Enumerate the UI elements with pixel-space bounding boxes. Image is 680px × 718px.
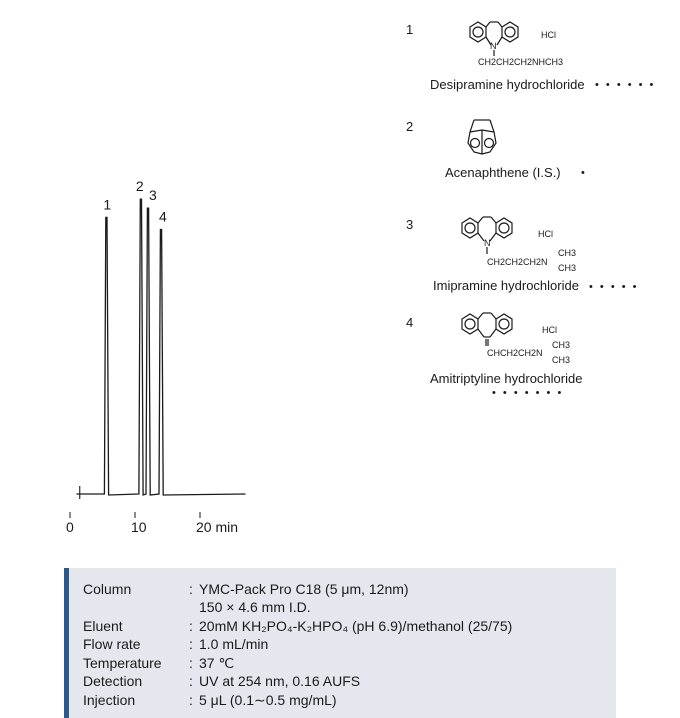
condition-value: UV at 254 nm, 0.16 AUFS: [199, 673, 361, 689]
condition-value: YMC-Pack Pro C18 (5 μm, 12nm): [199, 581, 409, 597]
condition-value: 1.0 mL/min: [199, 636, 269, 652]
compound-name: Acenaphthene (I.S.): [445, 165, 561, 180]
condition-key: Column: [83, 581, 132, 597]
condition-key: Detection: [83, 673, 143, 689]
conditions-panel: [64, 568, 616, 718]
peak-label: 3: [149, 187, 157, 204]
compound-dots: • • • • •: [589, 281, 639, 293]
compound-number: 1: [406, 22, 414, 37]
condition-colon: :: [189, 655, 193, 671]
side-chain: CH2CH2CH2N: [487, 257, 548, 267]
condition-value: 150 × 4.6 mm I.D.: [199, 599, 311, 615]
side-chain: CHCH2CH2N: [487, 348, 543, 358]
tick-label: 0: [66, 519, 74, 535]
condition-colon: :: [189, 692, 193, 708]
condition-colon: :: [189, 581, 193, 597]
condition-key: Flow rate: [83, 636, 141, 652]
compound-dots: •: [581, 167, 587, 179]
condition-value: 20mM KH₂PO₄-K₂HPO₄ (pH 6.9)/methanol (25/75): [199, 618, 513, 634]
compound-dots: • • • • • •: [595, 79, 656, 91]
amitriptyline-structure: [454, 310, 534, 350]
compound-name: Desipramine hydrochloride: [430, 77, 585, 92]
hcl-label: HCl: [541, 30, 556, 40]
nitrogen-atom: N: [484, 238, 491, 248]
condition-colon: :: [189, 673, 193, 689]
methyl-top: CH3: [558, 248, 577, 258]
methyl-bottom: CH3: [552, 355, 571, 365]
peak-labels: [103, 178, 167, 224]
chromatogram: [0, 0, 260, 540]
compound-number: 4: [406, 315, 414, 330]
hcl-label: HCl: [538, 229, 553, 239]
methyl-top: CH3: [552, 340, 571, 350]
condition-key: Eluent: [83, 618, 123, 634]
chromatogram-line: [77, 199, 246, 495]
compound-dots: • • • • • • •: [492, 387, 564, 399]
imipramine-structure: [454, 214, 534, 254]
compound-number: 2: [406, 119, 414, 134]
peak-label: 2: [135, 178, 144, 195]
chromatogram-trace: [77, 199, 246, 499]
methyl-bottom: CH3: [558, 263, 577, 273]
peak-label: 4: [159, 208, 167, 225]
side-chain: CH2CH2CH2NHCH3: [478, 57, 564, 67]
desipramine-structure: [458, 20, 538, 60]
peak-label: 1: [103, 196, 112, 213]
compound-name: Amitriptyline hydrochloride: [430, 371, 583, 386]
tick-label: 10: [131, 519, 147, 535]
condition-value: 5 μL (0.1∼0.5 mg/mL): [199, 692, 337, 708]
compound-number: 3: [406, 217, 414, 232]
time-axis: [66, 512, 238, 535]
acenaphthene-structure: [462, 112, 522, 162]
condition-value: 37 ℃: [199, 655, 235, 671]
tick-label: 20 min: [196, 519, 239, 535]
condition-key: Injection: [83, 692, 136, 708]
condition-key: Temperature: [83, 655, 162, 671]
hcl-label: HCl: [542, 325, 557, 335]
condition-colon: :: [189, 636, 193, 652]
condition-colon: :: [189, 618, 193, 634]
compound-name: Imipramine hydrochloride: [433, 278, 579, 293]
nitrogen-atom: N: [490, 41, 497, 51]
